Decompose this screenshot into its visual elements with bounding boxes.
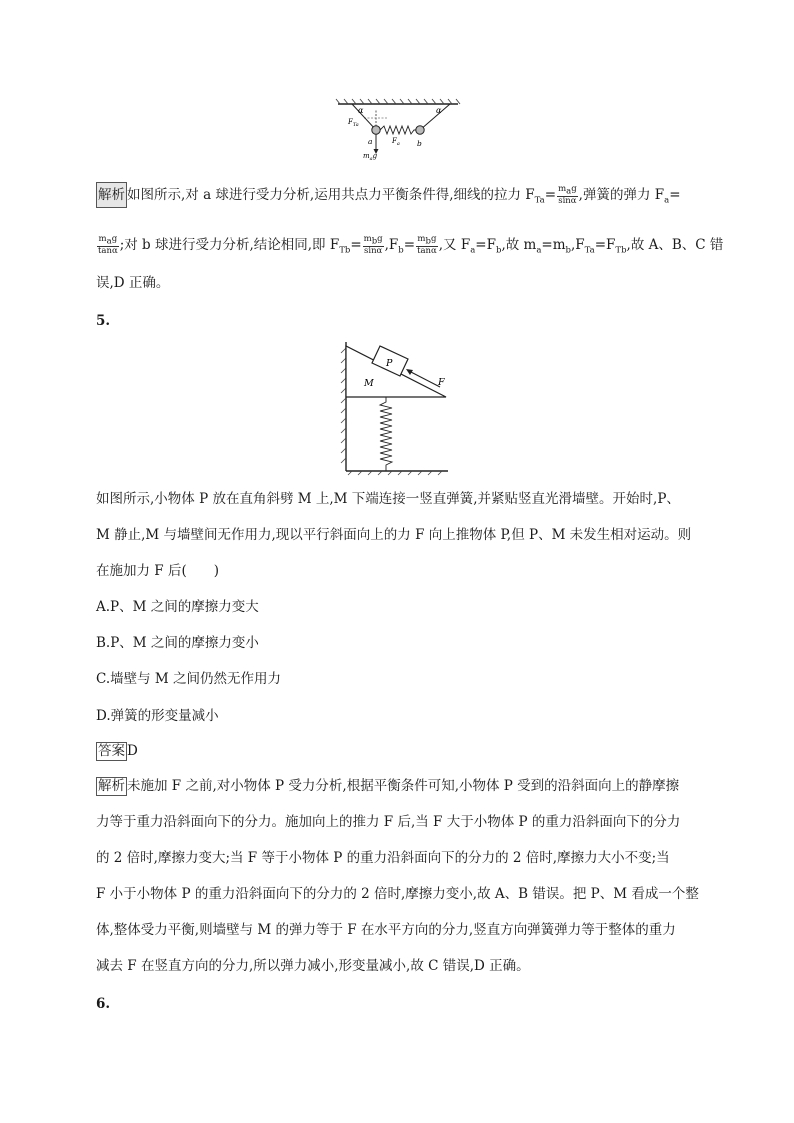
- q4-analysis-line-3: 误,D 正确。: [96, 275, 170, 291]
- q5-analysis-line-1: 解析 未施加 F 之前,对小物体 P 受力分析,根据平衡条件可知,小物体 P 受到的沿斜面向上的静摩擦: [98, 778, 680, 794]
- option-a: A.P、M 之间的摩擦力变大: [96, 599, 259, 615]
- fig2-label-f: F: [438, 377, 445, 388]
- q4-analysis-line-2: $\frac{m_ag}{\tan\alpha}$ ;对 b 球进行受力分析,结论相同,即 $F_{Tb}=$ $\frac{m_bg}{\sin\alpha}$ $,F_b=$ $\frac{m_bg}{\tan\alpha}$ ,又 $F_a=F_b$,故 $m_a=m_b,F_{Ta}=F_{Tb}$,故 A、B、C 错: [98, 233, 724, 257]
- q5-analysis-line-2: 力等于重力沿斜面向下的分力。施加向上的推力 F 后,当 F 大于小物体 P 的重力沿斜面向下的分力: [96, 814, 681, 830]
- question-number: 5.: [96, 313, 111, 329]
- option-c: C.墙壁与 M 之间仍然无作用力: [96, 671, 282, 687]
- option-d: D.弹簧的形变量减小: [96, 708, 219, 724]
- incline-wedge-figure: [340, 338, 452, 476]
- q5-stem-line-3: 在施加力 F 后( ): [96, 563, 219, 579]
- question-number: 6.: [96, 996, 111, 1012]
- two-ball-spring-figure: [330, 96, 465, 168]
- fig1-label-mag: $m_ag$: [363, 152, 378, 162]
- fraction: $\frac{m_bg}{\sin\alpha}$: [363, 233, 383, 257]
- fig1-label-b: b: [417, 139, 422, 148]
- answer-tag: 答案: [98, 743, 125, 759]
- fig2-label-p: P: [386, 358, 393, 369]
- answer-line: [96, 741, 138, 761]
- analysis-tag: 解析: [98, 778, 125, 794]
- option-b: B.P、M 之间的摩擦力变小: [96, 635, 259, 651]
- fraction: $\frac{m_bg}{\tan\alpha}$: [417, 233, 437, 257]
- fig1-label-alpha-right: α: [436, 106, 442, 115]
- fig2-label-m: M: [364, 378, 374, 389]
- q5-stem-line-2: M 静止,M 与墙壁间无作用力,现以平行斜面向上的力 F 向上推物体 P,但 P、M 未发生相对运动。则: [96, 527, 692, 543]
- answer-value: D: [127, 743, 138, 759]
- fig1-label-alpha-left: α: [358, 106, 364, 115]
- q5-analysis-line-5: 体,整体受力平衡,则墙壁与 M 的弹力等于 F 在水平方向的分力,竖直方向弹簧弹力等于整体的重力: [96, 922, 676, 938]
- fraction: $\frac{m_ag}{\tan\alpha}$: [98, 233, 118, 257]
- q5-stem-line-1: 如图所示,小物体 P 放在直角斜劈 M 上,M 下端连接一竖直弹簧,并紧贴竖直光滑墙壁。开始时,P、: [96, 491, 680, 507]
- fraction: $\frac{m_ag}{\sin\alpha}$: [558, 183, 577, 207]
- q5-analysis-line-3: 的 2 倍时,摩擦力变大;当 F 等于小物体 P 的重力沿斜面向下的分力的 2 倍时,摩擦力大小不变;当: [96, 850, 670, 866]
- q4-analysis-line-1: 解析 如图所示,对 a 球进行受力分析,运用共点力平衡条件得,细线的拉力 $F_{Ta}=$ $\frac{m_ag}{\sin\alpha}$ ,弹簧的弹力 $F_a=$: [98, 183, 681, 207]
- q5-analysis-line-4: F 小于小物体 P 的重力沿斜面向下的分力的 2 倍时,摩擦力变小,故 A、B 错误。把 P、M 看成一个整: [96, 886, 699, 902]
- fig1-label-fa: $F_a$: [392, 137, 400, 147]
- fig1-label-fta: $F_{Ta}$: [348, 118, 359, 128]
- q5-analysis-line-6: 减去 F 在竖直方向的分力,所以弹力减小,形变量减小,故 C 错误,D 正确。: [96, 958, 530, 974]
- analysis-tag: 解析: [96, 182, 127, 208]
- fig1-label-a: a: [368, 137, 373, 146]
